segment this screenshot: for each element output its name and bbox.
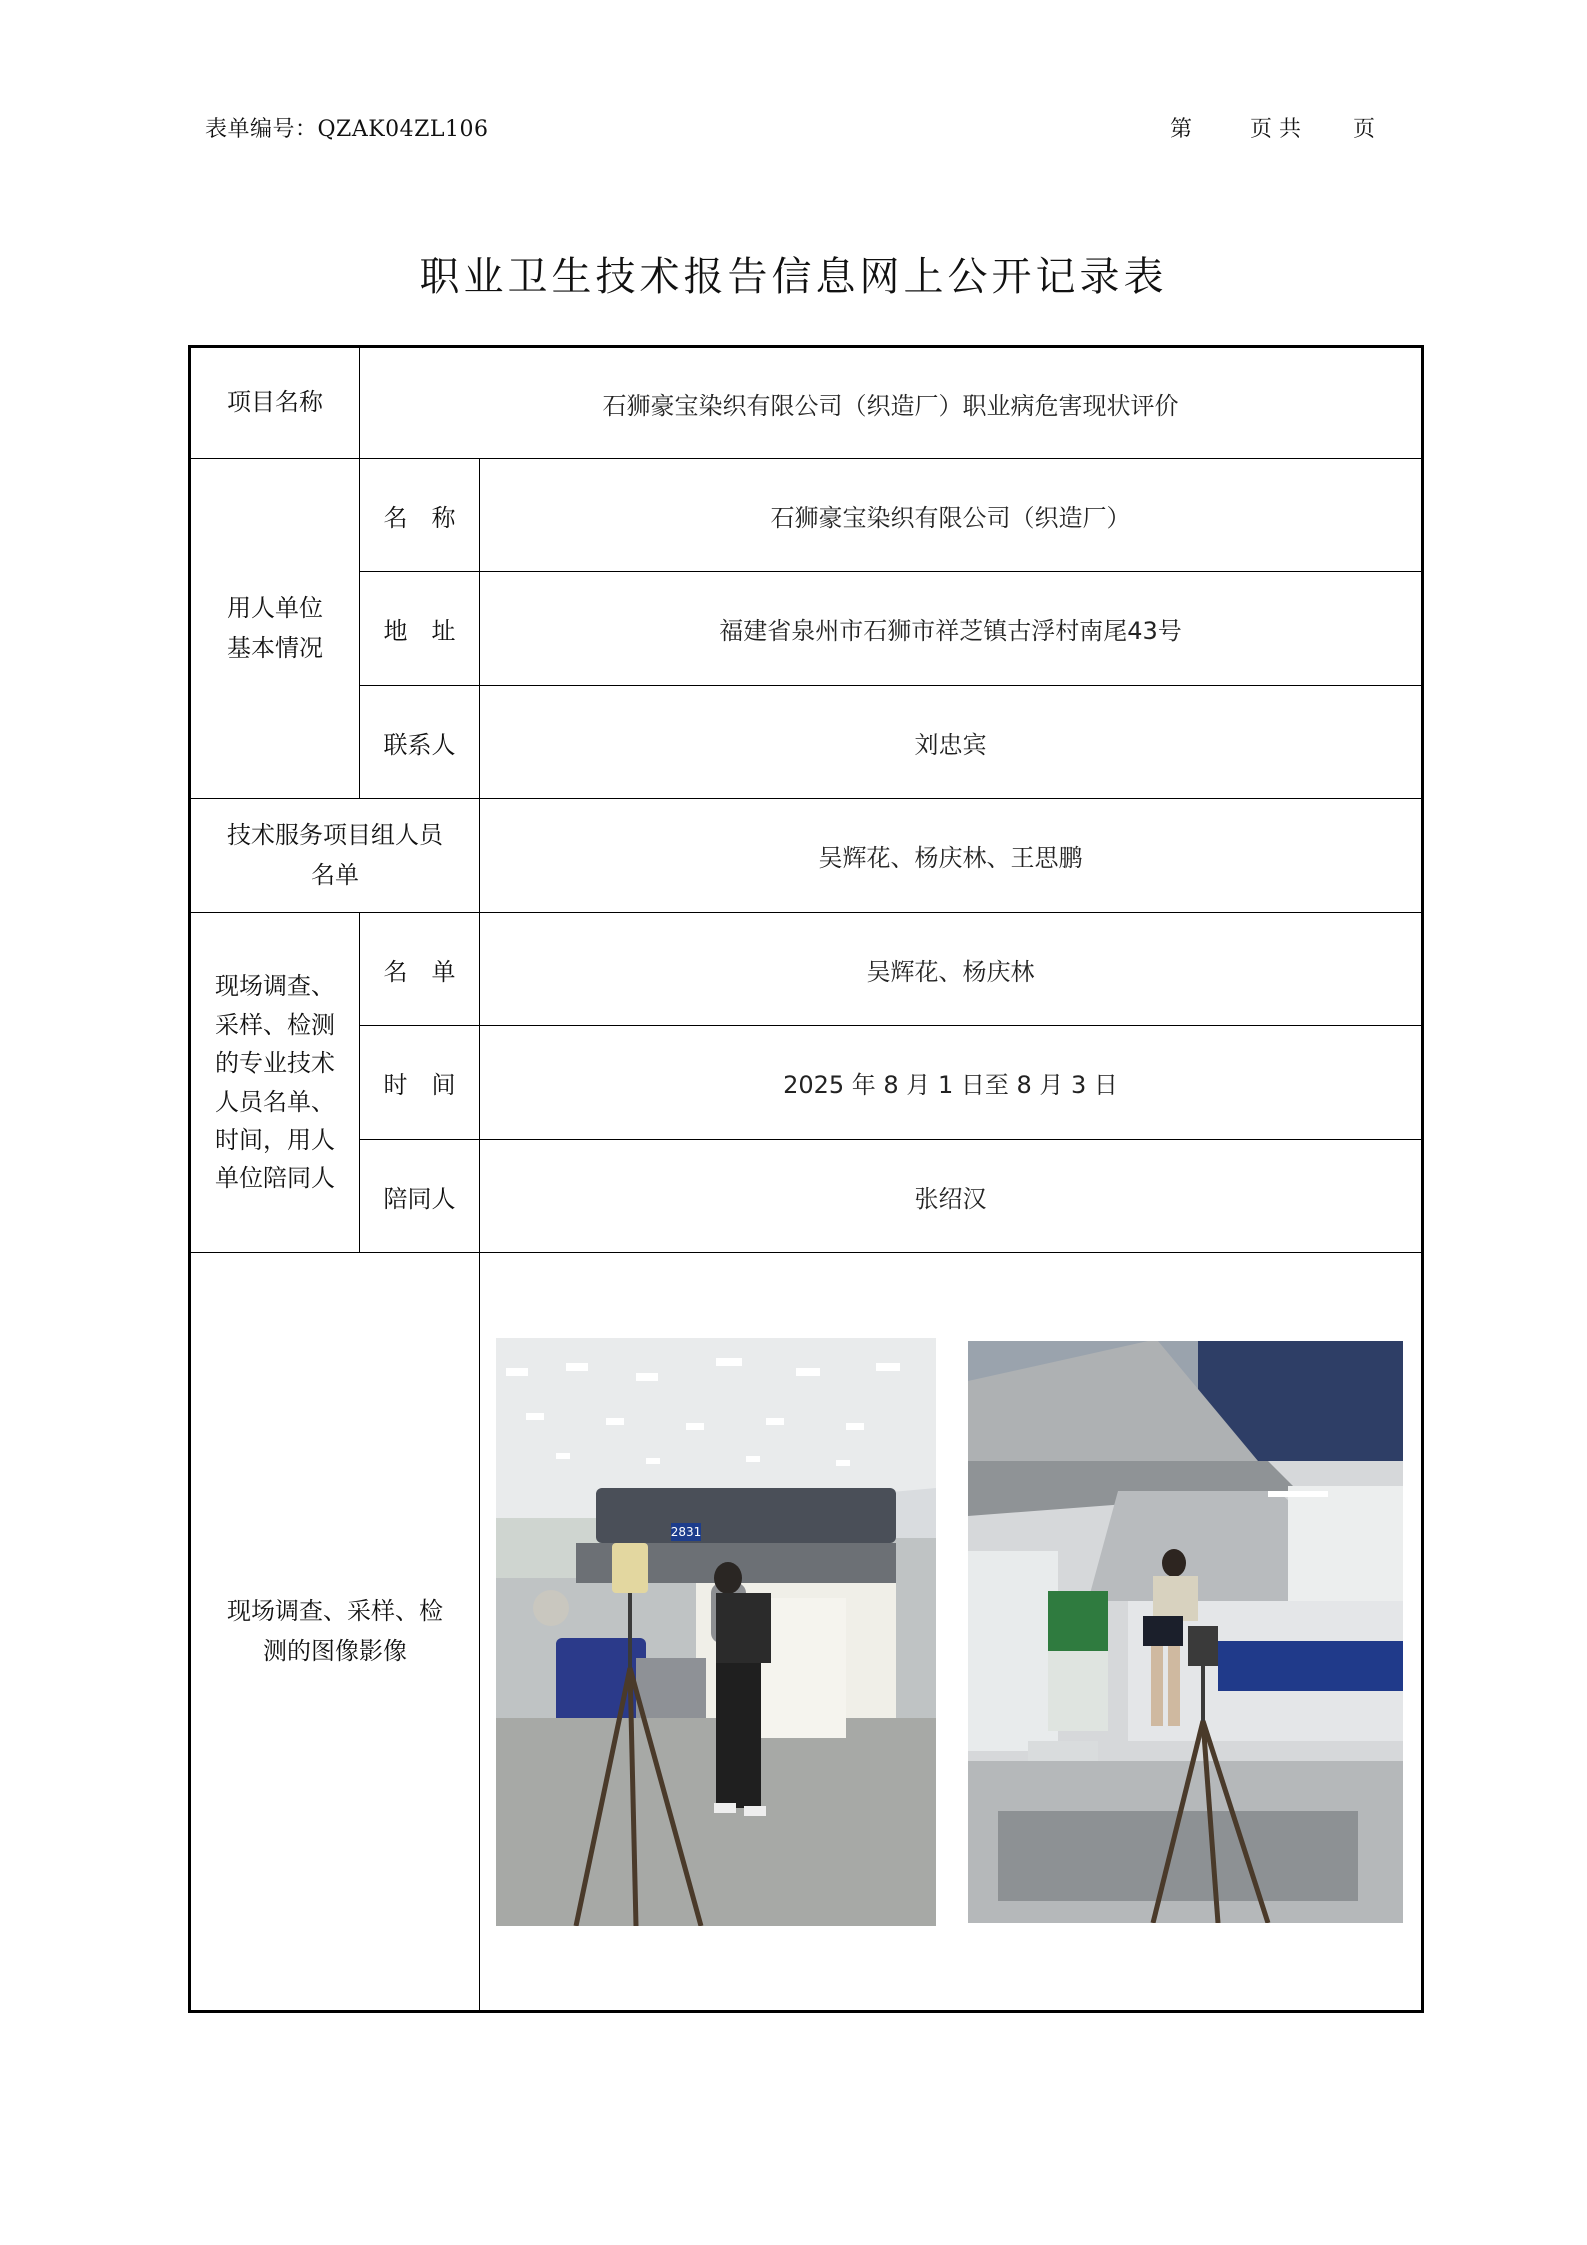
employer-label: 用人单位 基本情况 — [190, 459, 360, 799]
employer-address-label: 地 址 — [360, 572, 480, 686]
survey-companion-value: 张绍汉 — [480, 1140, 1423, 1253]
site-photo-loom — [496, 1338, 936, 1926]
survey-time-value: 2025 年 8 月 1 日至 8 月 3 日 — [480, 1026, 1423, 1140]
form-number: 表单编号：QZAK04ZL106 — [205, 117, 489, 142]
survey-names-value: 吴辉花、杨庆林 — [480, 913, 1423, 1026]
page-label-ye: 页 — [1353, 117, 1376, 142]
survey-label: 现场调查、 采样、检测 的专业技术 人员名单、 时间，用人 单位陪同人 — [190, 913, 360, 1253]
employer-address-value: 福建省泉州市石狮市祥芝镇古浮村南尾43号 — [480, 572, 1423, 686]
hood-photo-image — [968, 1341, 1403, 1923]
employer-name-value: 石狮豪宝染织有限公司（织造厂） — [480, 459, 1423, 572]
survey-time-label: 时 间 — [360, 1026, 480, 1140]
record-table — [188, 345, 1424, 2013]
project-name-label: 项目名称 — [190, 347, 360, 459]
page-label-ye-gong: 页 共 — [1250, 117, 1302, 142]
team-value: 吴辉花、杨庆林、王思鹏 — [480, 799, 1423, 913]
employer-name-label: 名 称 — [360, 459, 480, 572]
employer-contact-label: 联系人 — [360, 686, 480, 799]
survey-companion-label: 陪同人 — [360, 1140, 480, 1253]
loom-photo-image — [496, 1338, 936, 1926]
page-label-di: 第 — [1170, 117, 1193, 142]
document-title: 职业卫生技术报告信息网上公开记录表 — [419, 254, 1168, 300]
project-name-value: 石狮豪宝染织有限公司（织造厂）职业病危害现状评价 — [360, 347, 1423, 459]
team-label: 技术服务项目组人员 名单 — [190, 799, 480, 913]
survey-names-label: 名 单 — [360, 913, 480, 1026]
employer-contact-value: 刘忠宾 — [480, 686, 1423, 799]
images-cell — [480, 1253, 1423, 2012]
page-counter — [1170, 112, 1375, 143]
images-label: 现场调查、采样、检 测的图像影像 — [190, 1253, 480, 2012]
site-photo-hood — [965, 1341, 1405, 1923]
machine-number-plate: 2831 — [670, 1524, 702, 1539]
